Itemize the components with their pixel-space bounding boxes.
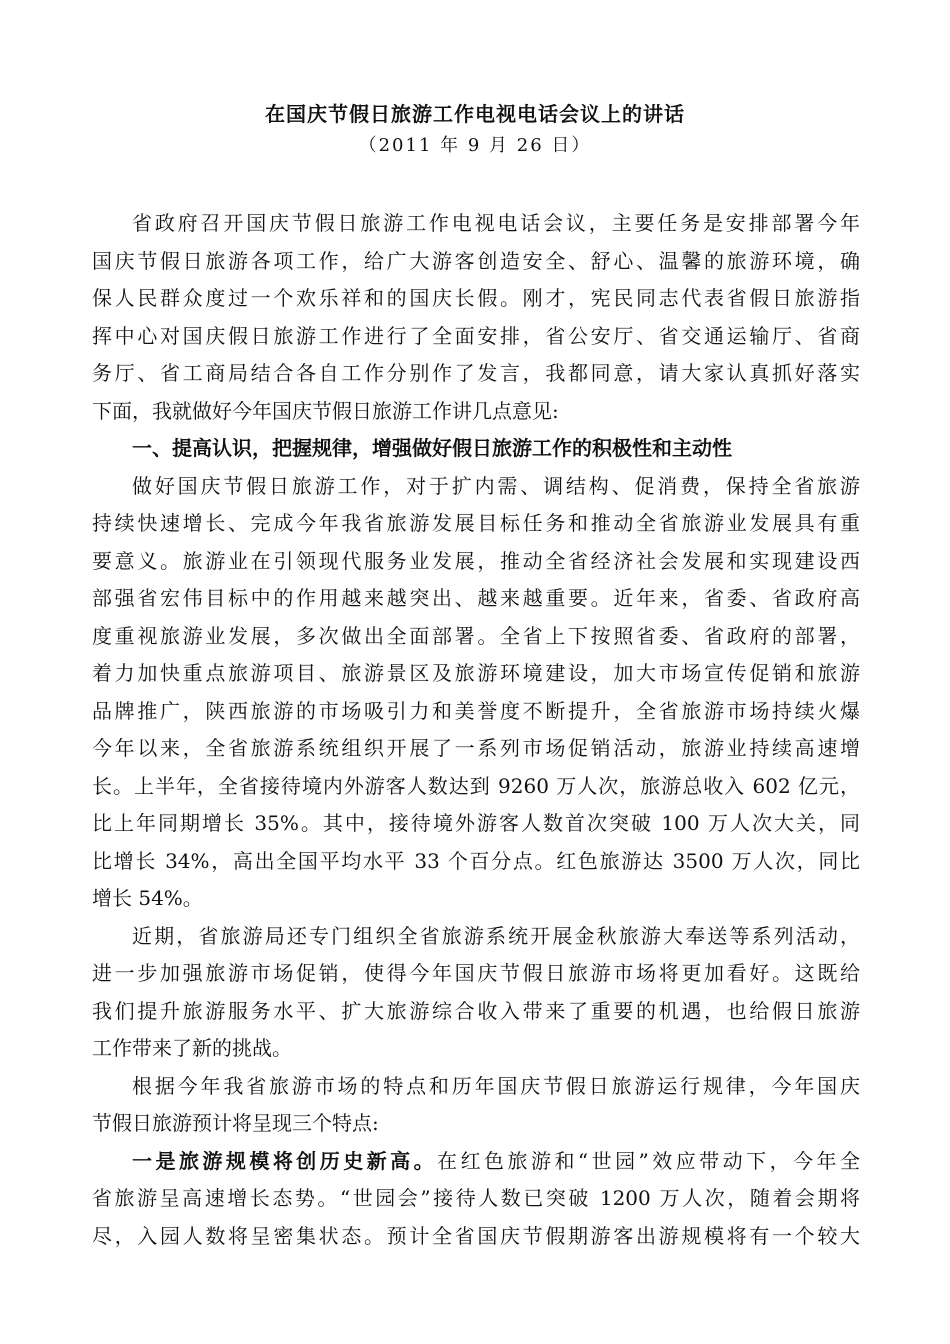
bold-lead-text: 一是旅游规模将创历史新高。 — [132, 1148, 438, 1173]
text-line — [92, 1143, 860, 1181]
text-line: 务厅、省工商局结合各自工作分别作了发言，我都同意，请大家认真抓好落实 — [92, 361, 860, 385]
text-line: 度重视旅游业发展，多次做出全面部署。全省上下按照省委、省政府的部署， — [92, 623, 860, 648]
text-line: 尽，入园人数将呈密集状态。预计全省国庆节假期游客出游规模将有一个较大 — [92, 1223, 860, 1248]
document-date: （2011 年 9 月 26 日） — [358, 135, 592, 156]
text-line: 做好国庆节假日旅游工作，对于扩内需、调结构、促消费，保持全省旅游 — [132, 473, 860, 498]
text-line: 持续快速增长、完成今年我省旅游发展目标任务和推动全省旅游业发展具有重 — [92, 511, 860, 535]
paragraph-2 — [92, 468, 860, 918]
text-line: 节假日旅游预计将呈现三个特点: — [92, 1111, 379, 1135]
text-line: 省旅游呈高速增长态势。“世园会”接待人数已突破 1200 万人次，随着会期将 — [92, 1186, 860, 1210]
section-heading-1: 一、提高认识，把握规律，增强做好假日旅游工作的积极性和主动性 — [132, 436, 732, 460]
text-line: 比增长 34%，高出全国平均水平 33 个百分点。红色旅游达 3500 万人次，同比 — [92, 848, 860, 873]
text-line: 今年以来，全省旅游系统组织开展了一系列市场促销活动，旅游业持续高速增 — [92, 736, 860, 760]
text-line: 工作带来了新的挑战。 — [92, 1036, 292, 1060]
text-line: 要意义。旅游业在引领现代服务业发展，推动全省经济社会发展和实现建设西 — [92, 548, 860, 573]
text-line: 近期，省旅游局还专门组织全省旅游系统开展金秋旅游大奉送等系列活动， — [132, 923, 860, 948]
text-line: 我们提升旅游服务水平、扩大旅游综合收入带来了重要的机遇，也给假日旅游 — [92, 998, 860, 1023]
text-run: 在红色旅游和“世园”效应带动下，今年全 — [437, 1148, 860, 1173]
text-line: 省政府召开国庆节假日旅游工作电视电话会议，主要任务是安排部署今年 — [132, 211, 860, 235]
text-line: 保人民群众度过一个欢乐祥和的国庆长假。刚才，宪民同志代表省假日旅游指 — [92, 286, 860, 310]
paragraph-5 — [92, 1143, 860, 1256]
document-body — [92, 205, 860, 1255]
paragraph-4 — [92, 1068, 860, 1143]
paragraph-1 — [92, 205, 860, 430]
paragraph-3 — [92, 918, 860, 1068]
text-line: 比上年同期增长 35%。其中，接待境外游客人数首次突破 100 万人次大关，同 — [92, 811, 860, 835]
text-line: 着力加快重点旅游项目、旅游景区及旅游环境建设，加大市场宣传促销和旅游 — [92, 661, 860, 685]
text-line: 进一步加强旅游市场促销，使得今年国庆节假日旅游市场将更加看好。这既给 — [92, 961, 860, 985]
text-line: 增长 54%。 — [92, 886, 203, 910]
text-line: 长。上半年，全省接待境内外游客人数达到 9260 万人次，旅游总收入 602 亿元， — [92, 773, 860, 798]
text-line: 根据今年我省旅游市场的特点和历年国庆节假日旅游运行规律，今年国庆 — [132, 1073, 860, 1098]
text-line: 下面，我就做好今年国庆节假日旅游工作讲几点意见: — [92, 398, 559, 423]
text-line: 部强省宏伟目标中的作用越来越突出、越来越重要。近年来，省委、省政府高 — [92, 586, 860, 610]
document-title: 在国庆节假日旅游工作电视电话会议上的讲话 — [265, 102, 685, 126]
text-line: 国庆节假日旅游各项工作，给广大游客创造安全、舒心、温馨的旅游环境，确 — [92, 248, 860, 273]
text-line: 挥中心对国庆假日旅游工作进行了全面安排，省公安厅、省交通运输厅、省商 — [92, 323, 860, 348]
text-line: 品牌推广，陕西旅游的市场吸引力和美誉度不断提升，全省旅游市场持续火爆 — [92, 698, 860, 723]
